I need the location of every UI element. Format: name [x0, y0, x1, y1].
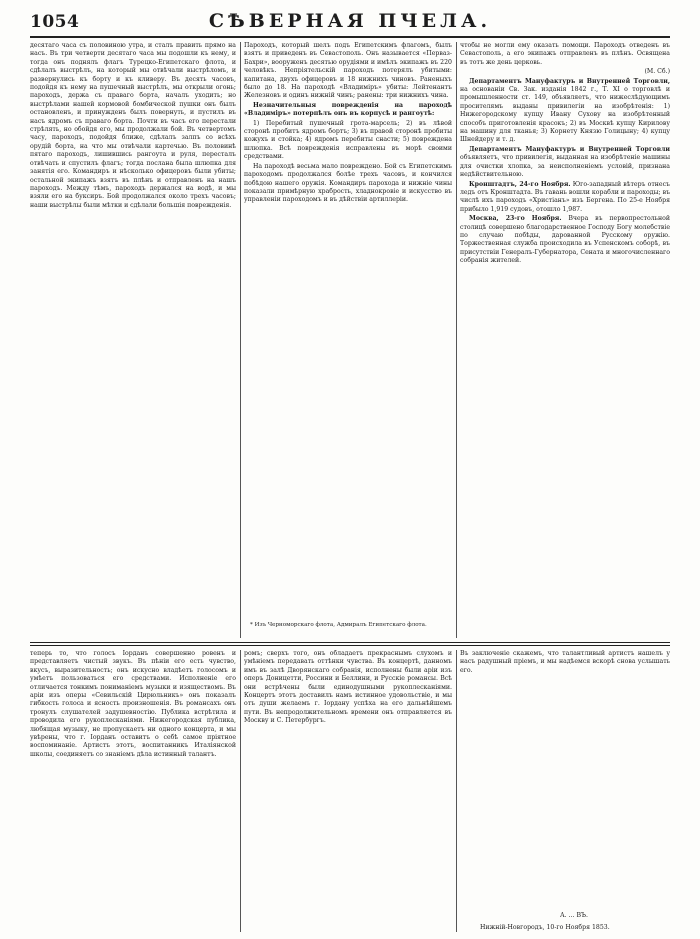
section-1-heading: Департаментъ Мануфактуръ и Внутренней Торговли, [469, 77, 670, 85]
footnote: * Изъ Черноморскаго флота, Адмиралъ Египетскаго флота. [250, 622, 427, 628]
section-2-text: объявляетъ, что привилегія, выданная на изобрѣтеніе машины для очистки хлопка, за неисполненіемъ условій, признана недѣйствительною. [460, 154, 670, 179]
feuilleton-column-2 [244, 650, 452, 932]
column-1-text: десятаго часа съ половиною утра, и сталъ править прямо на насъ. Въ три четверти десятаго часа мы подошли къ нему, и тогда онъ поднялъ флагъ Турецко-Египетскаго флота, и сдѣлалъ выстрѣлъ, на который мы отвѣчали выстрѣломъ, и развернулись къ борту и къ кливеру. Въ десять часовъ, подойдя къ нему на пушечный выстрѣлъ, мы открыли огонь; пароходъ, держа съ праваго борта, началъ уходить; но выстрѣлами нашей кормовой бомбической пушки онъ былъ остановленъ, и принужденъ былъ повернуть, и пустилъ въ насъ ядромъ съ праваго борта. Почти въ часъ его перестали стрѣлять, но обойдя его, мы продолжали бой. Въ четвертомъ часу, пароходъ, подойдя ближе, сдѣлалъ залпъ со всѣхъ орудій борта, на что мы отвѣчали картечью. Въ половинѣ пятаго пароходъ, лишившись рангоута и руля, пересталъ отвѣчать и спустилъ флагъ; тогда послана была шлюпка для занятія его. Командиръ и нѣсколько офицеровъ были убиты; остальной экипажъ взятъ въ плѣнъ и отправленъ на нашъ пароходъ. Между тѣмъ, пароходъ держался на водѣ, и мы взяли его на буксиръ. Бой продолжался около трехъ часовъ; наши выстрѣлы были мѣтки и сдѣлали большія поврежденія. [30, 42, 236, 209]
page-header [0, 0, 700, 46]
column-2-text-2: На пароходѣ весьма мало повреждено. Бой съ Египетскимъ пароходомъ продолжался болѣе трехъ часовъ, и кончился побѣдою нашего оружія. Командиръ парохода и нижніе чины показали примѣрную храбрость, хладнокровіе и искусство въ управленіи пароходомъ и въ дѣйствіи артиллеріи. [244, 162, 452, 204]
column-2 [244, 42, 452, 620]
source-signature: (М. Сб.) [644, 68, 670, 76]
column-divider [456, 42, 457, 638]
feuilleton-text-2: ромъ; сверхъ того, онъ обладаетъ прекраснымъ слухомъ и умѣніемъ передавать оттѣнки чувства. Въ концертѣ, данномъ имъ въ залѣ Дворянскаго собранія, исполнены были арiи изъ оперъ Доницетти, Россини и Беллини, и Русскіе романсы. Всѣ они встрѣчены были единодушными рукоплесканіями. Концертъ этотъ доставилъ намъ истинное удовольствіе, и мы отъ души желаемъ г. Іордану успѣха на его дальнѣйшемъ пути. Въ непродолжительномъ времени онъ отправляется въ Москву и С. Петербургъ. [244, 650, 452, 725]
kronstadt-text: Юго-западный вѣтеръ отнесъ ледъ отъ Кронштадта. Въ гавань вошли корабли и пароходы; въ числѣ ихъ пароходъ «Христіанъ» изъ Бергена. По 25-е Ноября прибыло 1,919 судовъ, отошло 1,987. [460, 180, 670, 213]
feuilleton-column-3 [460, 650, 670, 908]
dateline: Нижній-Новгородъ, 10-го Ноября 1853. [480, 924, 610, 931]
column-2-text: Пароходъ, который шелъ подъ Египетскимъ флагомъ, былъ взятъ и приведенъ въ Севастополь. Онъ называется «Перваз-Бахри», вооруженъ десятью орудіями и имѣлъ экипажъ въ 220 человѣкъ. Непріятельскій пароходъ потерялъ убитыми: капитана, двухъ офицеровъ и 18 нижнихъ чиновъ. Раненыхъ было до 18. На пароходѣ «Владиміръ» убиты: Лейтенантъ Железновъ и одинъ нижній чинъ; ранены: три нижнихъ чина. [244, 42, 452, 100]
column-divider [240, 42, 241, 638]
header-rule [30, 36, 670, 38]
author-signature: А. ... ВЪ. [560, 912, 588, 919]
feuilleton-text-1: теперь то, что голосъ Іорданъ совершенно ровенъ и представляетъ чистый звукъ. Въ пѣніи его есть чувство, вкусъ, выразительность; онъ искусно владѣетъ голосомъ и умѣетъ пользоваться его средствами. Исполненіе его отличается тонкимъ пониманіемъ музыки и изяществомъ. Въ арiи изъ оперы «Севильскій Цирюльникъ» онъ показалъ гибкость голоса и ясность произношенія. Въ романсахъ онъ тронулъ слушателей задушевностію. Публика встрѣтила и проводила его рукоплесканіями. Нижегородская публика, любящая музыку, не пропускаетъ ни одного концерта, и мы увѣрены, что г. Іорданъ оставитъ о себѣ самое пріятное воспоминаніе. Артистъ этотъ, воспитанникъ Италіянской школы, соединяетъ со знаніемъ дѣла истинный талантъ. [30, 650, 236, 758]
column-divider [456, 650, 457, 932]
section-2-heading: Департаментъ Мануфактуръ и Внутренней Торговли [469, 145, 670, 153]
newspaper-title: СѢВЕРНАЯ ПЧЕЛА. [208, 10, 492, 32]
section-rule [30, 645, 670, 646]
moscow-text: Вчера въ первопрестольной столицѣ совершено благодарственное Господу Богу молебствіе по случаю побѣды, дарованной Русскому оружію. Торжественная служба происходила въ Успенскомъ соборѣ, въ присутствіи Генералъ-Губернатора, Сената и многочисленнаго собранія жителей. [460, 215, 670, 265]
page-number: 1054 [30, 12, 80, 32]
feuilleton-column-1 [30, 650, 236, 932]
section-1-text: на основаніи Св. Зак. изданія 1842 г., Т. XI о торговлѣ и промышленности ст. 149, объявляетъ, что нижеслѣдующимъ просителямъ выданы привилегіи на изобрѣтенія: 1) Нижегородскому купцу Ивану Сухову на изобрѣтенный способъ приготовленія красокъ; 2) въ Москвѣ купцу Кирилову на машину для тканья; 3) Корнету Князю Голицыну; 4) купцу Шнейдеру и т. д. [460, 86, 670, 144]
section-rule [30, 642, 670, 643]
column-3-text: чтобы не могли ему оказать помощи. Пароходъ отведенъ въ Севастополь, а его экипажъ отправленъ въ плѣнъ. Освящена въ тотъ же день церковь. [460, 42, 670, 66]
kronstadt-heading: Кронштадтъ, 24-го Ноября. [469, 180, 571, 188]
column-1 [30, 42, 236, 638]
column-divider [240, 650, 241, 932]
damage-heading: Незначительныя поврежденія на пароходѣ «Владиміръ» потерпѣлъ онъ въ корпусѣ и рангоутѣ: [244, 101, 452, 118]
column-3 [460, 42, 670, 638]
damage-list: 1) Перебитый пушечный грота-марсель; 2) въ лѣвой сторонѣ пробитъ ядромъ бортъ; 3) въ правой сторонѣ пробиты кожухъ и стойка; 4) ядромъ перебиты снасти; 5) повреждена шлюпка. Всѣ поврежденія исправлены въ морѣ своими средствами. [244, 119, 452, 161]
feuilleton-text-3: Въ заключеніе скажемъ, что талантливый артистъ нашелъ у насъ радушный пріемъ, и мы надѣемся вскорѣ снова услышать его. [460, 650, 670, 674]
moscow-heading: Москва, 23-го Ноября. [469, 215, 562, 223]
